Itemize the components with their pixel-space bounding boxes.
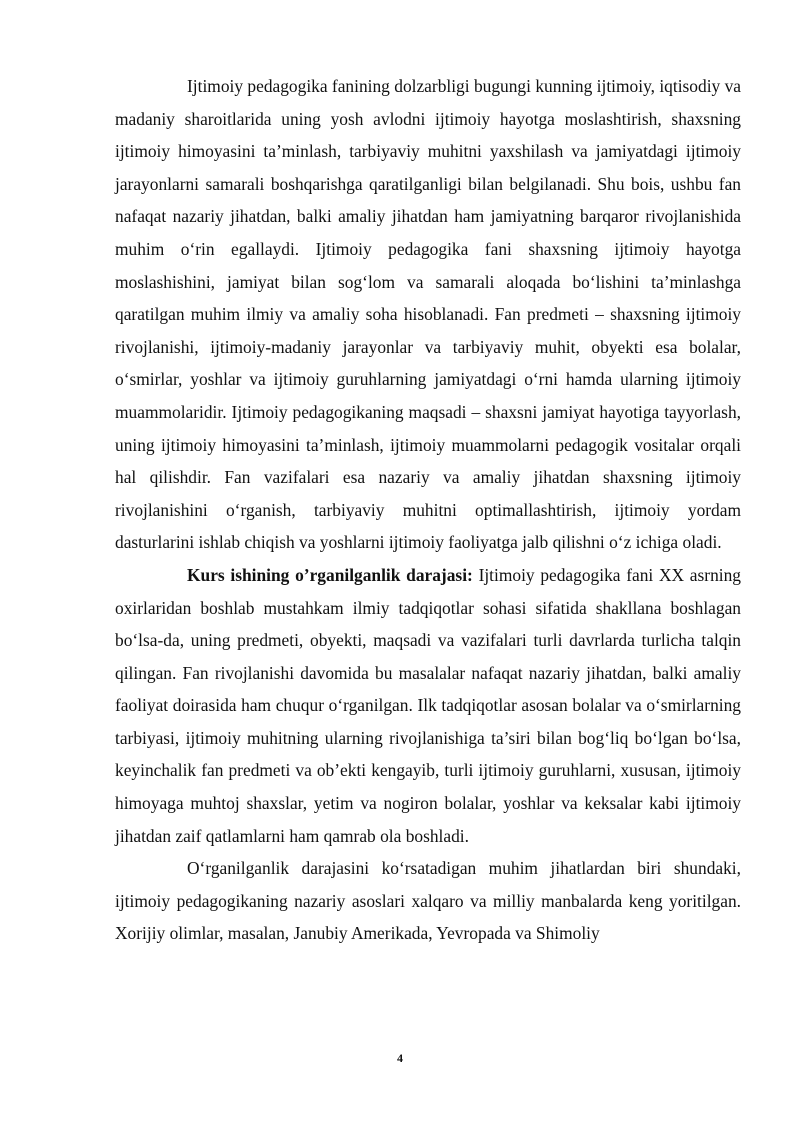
page-number: 4: [397, 1051, 403, 1065]
paragraph-text: Ijtimoiy pedagogika fani XX asrning oxirlaridan boshlab mustahkam ilmiy tadqiqotlar sohasi sifatida shakllana boshlagan bo‘lsa-da, uning predmeti, obyekti, maqsadi va vazifalari turli davrlarda turlicha talqin qilingan. Fan rivojlanishi davomida bu masalalar nafaqat nazariy jihatdan, balki amaliy faoliyat doirasida ham chuqur o‘rganilgan. Ilk tadqiqotlar asosan bolalar va o‘smirlarning tarbiyasi, ijtimoiy muhitning ularning rivojlanishiga ta’siri bilan bog‘liq bo‘lgan bo‘lsa, keyinchalik fan predmeti va ob’ekti kengayib, turli ijtimoiy guruhlarni, xususan, ijtimoiy himoyaga muhtoj shaxslar, yetim va nogiron bolalar, yoshlar va keksalar kabi ijtimoiy jihatdan zaif qatlamlarni ham qamrab ola boshladi.: [115, 564, 741, 846]
paragraph-sources: [115, 852, 741, 950]
paragraph-heading: Kurs ishining o’rganilganlik darajasi:: [187, 564, 473, 585]
paragraph-study-degree: [115, 559, 741, 852]
document-page: [115, 70, 741, 950]
paragraph-relevance: [115, 70, 741, 559]
paragraph-text: Ijtimoiy pedagogika fanining dolzarbligi bugungi kunning ijtimoiy, iqtisodiy va madaniy sharoitlarida uning yosh avlodni ijtimoiy hayotga moslashtirish, shaxsning ijtimoiy himoyasini ta’minlash, tarbiyaviy muhitni yaxshilash va jamiyatdagi ijtimoiy jarayonlarni samarali boshqarishga qaratilganligi bilan belgilanadi. Shu bois, ushbu fan nafaqat nazariy jihatdan, balki amaliy jihatdan ham jamiyatning barqaror rivojlanishida muhim o‘rin egallaydi. Ijtimoiy pedagogika fani shaxsning ijtimoiy hayotga moslashishini, jamiyat bilan sog‘lom va samarali aloqada bo‘lishini ta’minlashga qaratilgan muhim ilmiy va amaliy soha hisoblanadi. Fan predmeti – shaxsning ijtimoiy rivojlanishi, ijtimoiy-madaniy jarayonlar va tarbiyaviy muhit, obyekti esa bolalar, o‘smirlar, yoshlar va ijtimoiy guruhlarning jamiyatdagi o‘rni hamda ularning ijtimoiy muammolaridir. Ijtimoiy pedagogikaning maqsadi – shaxsni jamiyat hayotiga tayyorlash, uning ijtimoiy himoyasini ta’minlash, ijtimoiy muammolarni pedagogik vositalar orqali hal qilishdir. Fan vazifalari esa nazariy va amaliy jihatdan shaxsning ijtimoiy rivojlanishini o‘rganish, tarbiyaviy muhitni optimallashtirish, ijtimoiy yordam dasturlarini ishlab chiqish va yoshlarni ijtimoiy faoliyatga jalb qilishni o‘z ichiga oladi.: [115, 76, 741, 553]
paragraph-text: O‘rganilganlik darajasini ko‘rsatadigan muhim jihatlardan biri shundaki, ijtimoiy pedagogikaning nazariy asoslari xalqaro va milliy manbalarda keng yoritilgan. Xorijiy olimlar, masalan, Janubiy Amerikada, Yevropada va Shimoliy: [115, 858, 741, 944]
